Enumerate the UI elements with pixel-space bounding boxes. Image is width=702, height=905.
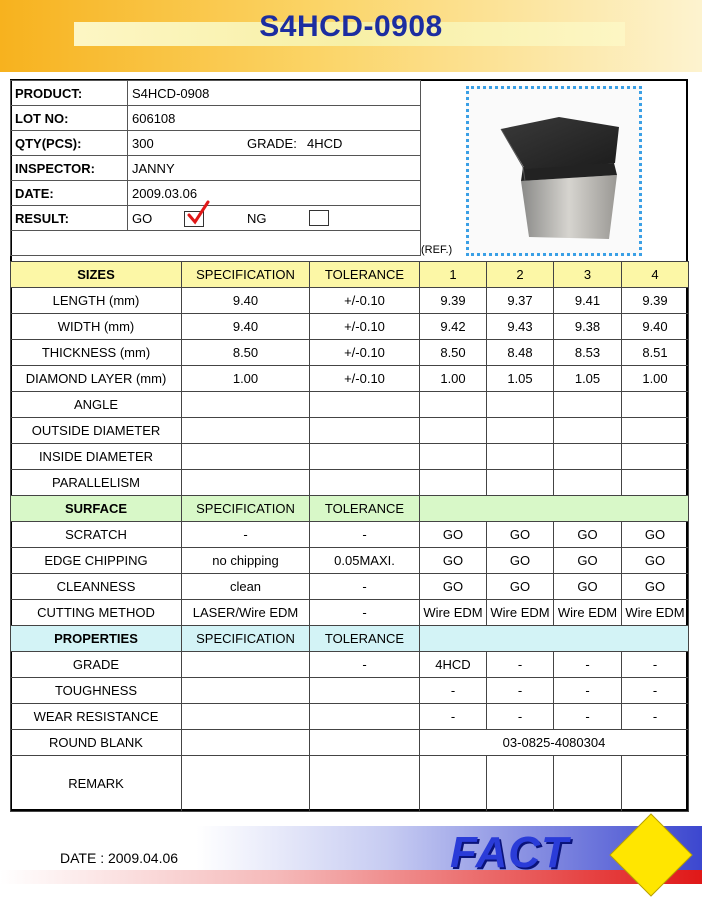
sizes-cell: 9.39	[420, 288, 487, 314]
sizes-row	[11, 340, 689, 366]
product-value: S4HCD-0908	[128, 81, 421, 106]
surface-cell: GO	[420, 522, 487, 548]
round-blank-spec	[182, 730, 310, 756]
surface-cell: GO	[487, 548, 554, 574]
sizes-cell	[487, 418, 554, 444]
surface-cell: -	[182, 522, 310, 548]
inspection-grid	[10, 261, 689, 812]
sizes-cell: THICKNESS (mm)	[11, 340, 182, 366]
sizes-cell: WIDTH (mm)	[11, 314, 182, 340]
sizes-cell	[420, 392, 487, 418]
sizes-cell: 9.39	[622, 288, 689, 314]
remark-cell	[554, 756, 622, 812]
sizes-row	[11, 288, 689, 314]
surface-cell: GO	[554, 574, 622, 600]
surface-cell: -	[310, 522, 420, 548]
surface-header-fill	[420, 496, 689, 522]
surface-cell: Wire EDM	[487, 600, 554, 626]
properties-cell	[182, 678, 310, 704]
result-go-label: GO	[132, 210, 153, 226]
sizes-cell	[420, 470, 487, 496]
info-blank-cell	[11, 231, 421, 256]
properties-cell	[182, 704, 310, 730]
surface-cell: GO	[487, 522, 554, 548]
sizes-cell: 9.42	[420, 314, 487, 340]
sizes-cell	[622, 470, 689, 496]
sizes-cell: 1.00	[622, 366, 689, 392]
qty-label: QTY(PCS):	[11, 131, 128, 156]
properties-cell: TOUGHNESS	[11, 678, 182, 704]
properties-header-cell: SPECIFICATION	[182, 626, 310, 652]
info-row-date	[11, 181, 421, 206]
sizes-cell	[182, 418, 310, 444]
date-label: DATE:	[11, 181, 128, 206]
surface-cell: GO	[554, 548, 622, 574]
properties-cell: 4HCD	[420, 652, 487, 678]
footer-red-band	[0, 870, 702, 884]
sizes-row	[11, 392, 689, 418]
surface-row	[11, 522, 689, 548]
properties-cell: -	[420, 704, 487, 730]
sizes-cell: LENGTH (mm)	[11, 288, 182, 314]
properties-cell: -	[310, 652, 420, 678]
properties-cell: -	[487, 678, 554, 704]
sizes-cell	[554, 470, 622, 496]
sizes-header-cell: 2	[487, 262, 554, 288]
properties-cell: WEAR RESISTANCE	[11, 704, 182, 730]
surface-cell: GO	[420, 548, 487, 574]
sizes-cell	[622, 444, 689, 470]
sizes-cell: DIAMOND LAYER (mm)	[11, 366, 182, 392]
date-value: 2009.03.06	[128, 181, 421, 206]
checkmark-icon	[186, 200, 212, 226]
sizes-cell	[182, 444, 310, 470]
properties-cell: -	[554, 704, 622, 730]
surface-cell: no chipping	[182, 548, 310, 574]
round-blank-value: 03-0825-4080304	[420, 730, 689, 756]
remark-cell	[420, 756, 487, 812]
sizes-row	[11, 366, 689, 392]
properties-header-row	[11, 626, 689, 652]
sizes-cell	[182, 470, 310, 496]
info-row-inspector	[11, 156, 421, 181]
sizes-header-row	[11, 262, 689, 288]
insert-image	[469, 89, 639, 253]
surface-row	[11, 548, 689, 574]
sizes-cell: ANGLE	[11, 392, 182, 418]
sizes-header-cell: SIZES	[11, 262, 182, 288]
surface-cell: Wire EDM	[554, 600, 622, 626]
sizes-cell	[554, 444, 622, 470]
footer-date	[60, 850, 178, 866]
sizes-cell: 9.41	[554, 288, 622, 314]
fact-logo: FACT	[450, 828, 569, 877]
properties-cell: -	[622, 652, 689, 678]
surface-row	[11, 600, 689, 626]
sizes-cell: 8.53	[554, 340, 622, 366]
grade-label: GRADE:	[247, 136, 297, 151]
info-row-blank	[11, 231, 421, 256]
round-blank-row	[11, 730, 689, 756]
properties-cell: -	[622, 704, 689, 730]
sizes-row	[11, 314, 689, 340]
qty-value: 300	[132, 135, 154, 151]
sizes-cell	[487, 444, 554, 470]
sizes-cell: 9.40	[622, 314, 689, 340]
sizes-cell: 1.00	[182, 366, 310, 392]
qty-cell	[128, 131, 421, 156]
footer-white	[0, 884, 702, 905]
surface-row	[11, 574, 689, 600]
sizes-cell	[554, 418, 622, 444]
surface-cell: SCRATCH	[11, 522, 182, 548]
sizes-row	[11, 444, 689, 470]
diamond-logo-icon	[608, 812, 694, 898]
sizes-cell	[622, 418, 689, 444]
properties-header-cell: PROPERTIES	[11, 626, 182, 652]
properties-cell: -	[554, 652, 622, 678]
properties-cell: -	[420, 678, 487, 704]
info-row-result	[11, 206, 421, 231]
properties-cell: -	[487, 704, 554, 730]
sizes-cell: +/-0.10	[310, 340, 420, 366]
sizes-cell: 9.43	[487, 314, 554, 340]
lot-value: 606108	[128, 106, 421, 131]
properties-row	[11, 704, 689, 730]
ng-checkbox[interactable]	[309, 210, 329, 226]
surface-cell: GO	[622, 574, 689, 600]
result-cell	[128, 206, 421, 231]
info-row-lot	[11, 106, 421, 131]
sizes-cell	[420, 418, 487, 444]
surface-cell: -	[310, 574, 420, 600]
sizes-cell	[182, 392, 310, 418]
inspector-label: INSPECTOR:	[11, 156, 128, 181]
properties-cell	[310, 678, 420, 704]
remark-row	[11, 756, 689, 812]
product-photo	[466, 86, 642, 256]
surface-cell: EDGE CHIPPING	[11, 548, 182, 574]
properties-row	[11, 678, 689, 704]
sizes-cell	[310, 444, 420, 470]
surface-cell: GO	[622, 548, 689, 574]
info-row-product	[11, 81, 421, 106]
surface-header-row	[11, 496, 689, 522]
sizes-cell: 1.05	[554, 366, 622, 392]
sizes-cell: 1.05	[487, 366, 554, 392]
sizes-header-cell: 1	[420, 262, 487, 288]
grade-value: 4HCD	[307, 136, 343, 151]
sizes-cell	[310, 418, 420, 444]
sizes-cell: +/-0.10	[310, 366, 420, 392]
sizes-cell: 1.00	[420, 366, 487, 392]
sizes-row	[11, 470, 689, 496]
sizes-cell	[487, 392, 554, 418]
footer-date-value: 2009.04.06	[107, 850, 179, 866]
sizes-cell: 8.48	[487, 340, 554, 366]
result-label: RESULT:	[11, 206, 128, 231]
surface-cell: LASER/Wire EDM	[182, 600, 310, 626]
lot-label: LOT NO:	[11, 106, 128, 131]
ref-label: (REF.)	[421, 244, 453, 256]
surface-cell: Wire EDM	[622, 600, 689, 626]
round-blank-tol	[310, 730, 420, 756]
sizes-cell: 8.50	[420, 340, 487, 366]
product-label: PRODUCT:	[11, 81, 128, 106]
sizes-cell	[310, 470, 420, 496]
surface-cell: -	[310, 600, 420, 626]
sizes-cell: +/-0.10	[310, 288, 420, 314]
sizes-cell: 9.40	[182, 314, 310, 340]
result-ng-label: NG	[247, 211, 267, 226]
sizes-cell	[310, 392, 420, 418]
sizes-header-cell: SPECIFICATION	[182, 262, 310, 288]
sizes-cell	[622, 392, 689, 418]
remark-cell	[622, 756, 689, 812]
sizes-row	[11, 418, 689, 444]
properties-cell: -	[622, 678, 689, 704]
round-blank-label: ROUND BLANK	[11, 730, 182, 756]
surface-cell: CUTTING METHOD	[11, 600, 182, 626]
properties-cell	[182, 652, 310, 678]
remark-cell	[487, 756, 554, 812]
properties-cell: -	[554, 678, 622, 704]
properties-header-fill	[420, 626, 689, 652]
sizes-cell: +/-0.10	[310, 314, 420, 340]
info-row-qty	[11, 131, 421, 156]
surface-cell: Wire EDM	[420, 600, 487, 626]
page-title: S4HCD-0908	[259, 10, 443, 43]
surface-header-cell: SURFACE	[11, 496, 182, 522]
properties-row	[11, 652, 689, 678]
sizes-cell	[487, 470, 554, 496]
footer-date-label: DATE :	[60, 850, 105, 866]
properties-cell	[310, 704, 420, 730]
surface-cell: clean	[182, 574, 310, 600]
surface-cell: GO	[420, 574, 487, 600]
sizes-cell: 9.37	[487, 288, 554, 314]
info-table	[10, 80, 421, 256]
properties-header-cell: TOLERANCE	[310, 626, 420, 652]
sizes-header-cell: 4	[622, 262, 689, 288]
surface-header-cell: SPECIFICATION	[182, 496, 310, 522]
remark-cell	[182, 756, 310, 812]
sizes-cell	[420, 444, 487, 470]
sizes-cell: INSIDE DIAMETER	[11, 444, 182, 470]
sizes-cell: OUTSIDE DIAMETER	[11, 418, 182, 444]
surface-cell: CLEANNESS	[11, 574, 182, 600]
sizes-cell: PARALLELISM	[11, 470, 182, 496]
surface-cell: 0.05MAXI.	[310, 548, 420, 574]
sizes-header-cell: TOLERANCE	[310, 262, 420, 288]
sizes-header-cell: 3	[554, 262, 622, 288]
properties-cell: GRADE	[11, 652, 182, 678]
sizes-cell: 9.40	[182, 288, 310, 314]
surface-cell: GO	[554, 522, 622, 548]
surface-cell: GO	[487, 574, 554, 600]
sizes-cell: 9.38	[554, 314, 622, 340]
remark-label: REMARK	[11, 756, 182, 812]
remark-cell	[310, 756, 420, 812]
sizes-cell	[554, 392, 622, 418]
sizes-cell: 8.51	[622, 340, 689, 366]
sizes-cell: 8.50	[182, 340, 310, 366]
properties-cell: -	[487, 652, 554, 678]
inspector-value: JANNY	[128, 156, 421, 181]
surface-cell: GO	[622, 522, 689, 548]
surface-header-cell: TOLERANCE	[310, 496, 420, 522]
